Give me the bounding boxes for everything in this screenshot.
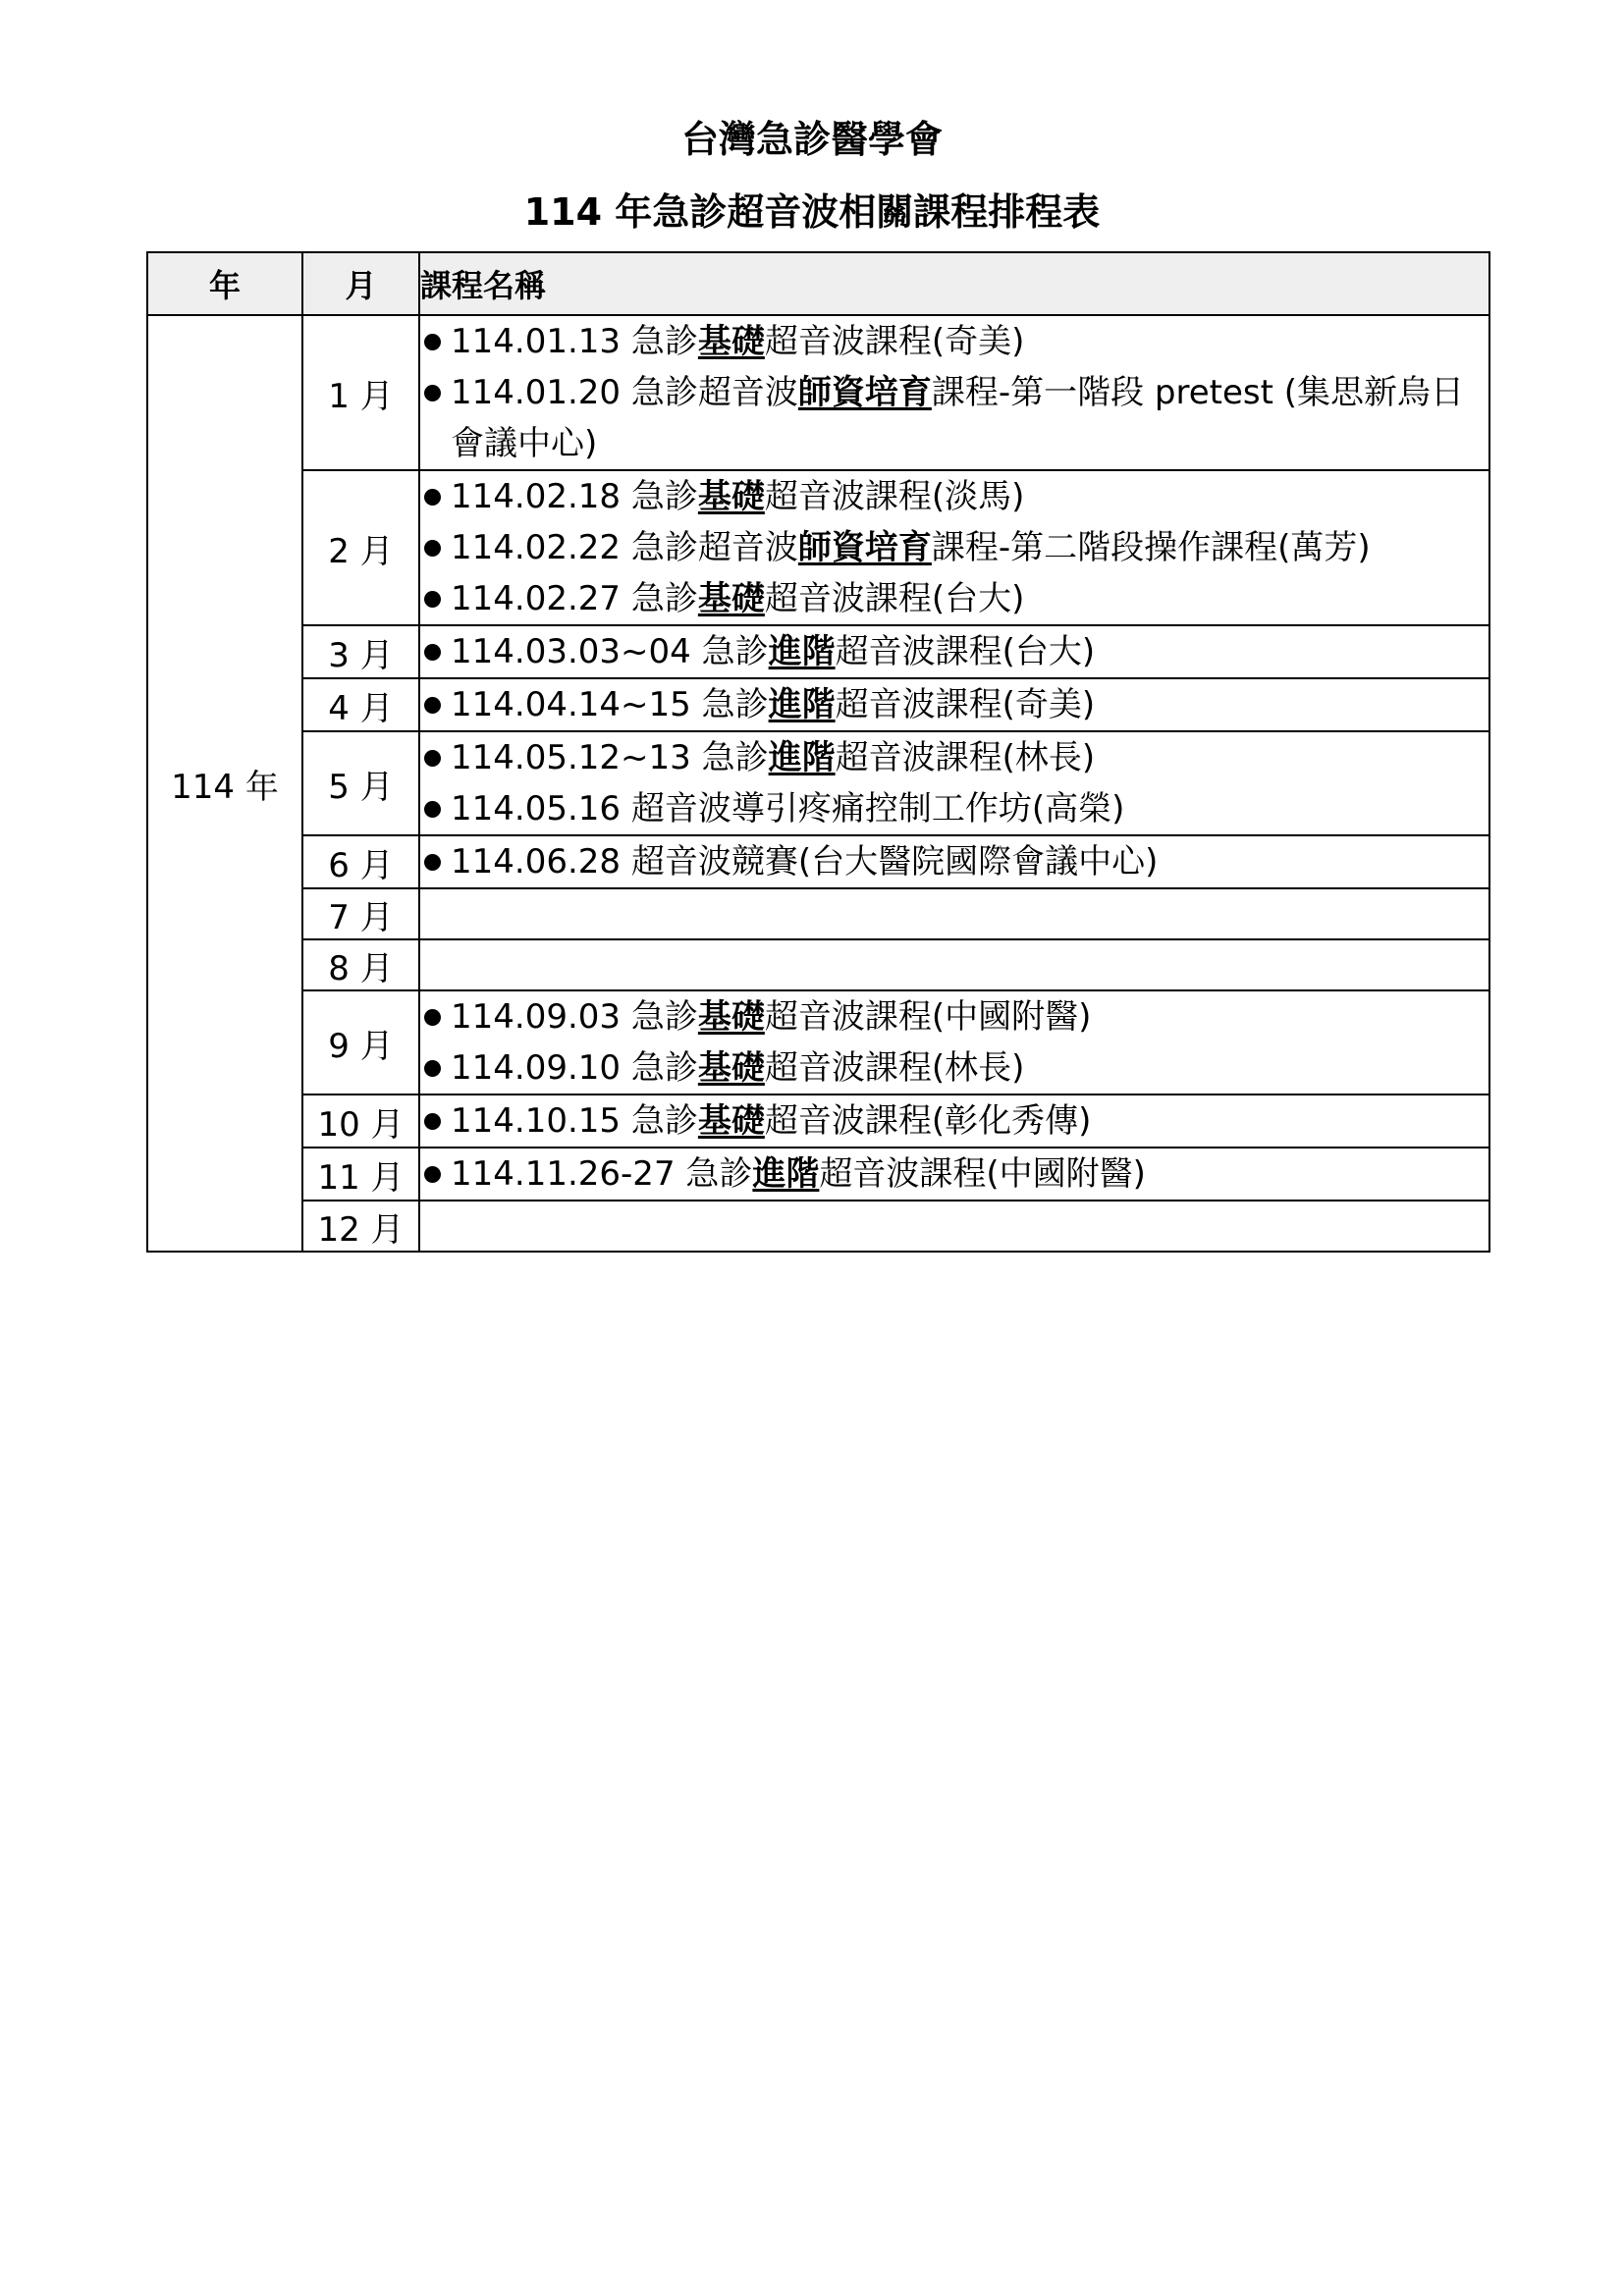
course-suffix: 超音波課程(奇美) xyxy=(835,685,1096,724)
header-month: 月 xyxy=(302,252,419,315)
course-cell xyxy=(419,315,1489,470)
course-suffix: 超音波課程(林長) xyxy=(835,738,1096,777)
bullet-icon xyxy=(424,1166,441,1183)
course-text xyxy=(451,573,1489,624)
month-cell: 8 月 xyxy=(302,939,419,990)
course-suffix: 超音波課程(中國附醫) xyxy=(764,997,1092,1037)
course-prefix: 114.01.20 急診超音波 xyxy=(451,373,798,412)
header-course-name: 課程名稱 xyxy=(419,252,1489,315)
course-prefix: 114.05.16 超音波導引疼痛控制工作坊(高榮) xyxy=(451,789,1125,828)
course-cell xyxy=(419,888,1489,939)
course-cell xyxy=(419,1201,1489,1252)
course-item xyxy=(420,626,1489,677)
month-cell: 4 月 xyxy=(302,678,419,731)
empty-course-slot xyxy=(420,889,1489,938)
month-row xyxy=(147,678,1489,731)
course-text xyxy=(451,1148,1489,1200)
month-cell: 10 月 xyxy=(302,1095,419,1148)
course-item xyxy=(420,367,1489,469)
course-suffix: 超音波課程(奇美) xyxy=(764,322,1025,361)
month-cell: 1 月 xyxy=(302,315,419,470)
course-text xyxy=(451,1042,1489,1094)
year-cell: 114 年 xyxy=(147,315,302,1252)
course-level-keyword: 進階 xyxy=(768,632,836,671)
course-prefix: 114.01.13 急診 xyxy=(451,322,698,361)
course-cell xyxy=(419,470,1489,625)
course-prefix: 114.05.12~13 急診 xyxy=(451,738,769,777)
month-cell: 3 月 xyxy=(302,625,419,678)
month-cell: 2 月 xyxy=(302,470,419,625)
course-level-keyword: 基礎 xyxy=(697,1101,765,1141)
course-prefix: 114.09.03 急診 xyxy=(451,997,698,1037)
course-suffix: 超音波課程(中國附醫) xyxy=(819,1154,1146,1194)
course-item xyxy=(420,573,1489,624)
bullet-icon xyxy=(424,591,441,608)
course-item xyxy=(420,991,1489,1042)
month-row xyxy=(147,835,1489,888)
course-prefix: 114.06.28 超音波競賽(台大醫院國際會議中心) xyxy=(451,842,1159,881)
course-item xyxy=(420,732,1489,783)
course-prefix: 114.02.22 急診超音波 xyxy=(451,528,798,567)
month-cell: 12 月 xyxy=(302,1201,419,1252)
course-suffix: 超音波課程(台大) xyxy=(835,632,1096,671)
course-item xyxy=(420,1148,1489,1200)
month-cell: 5 月 xyxy=(302,731,419,835)
course-prefix: 114.03.03~04 急診 xyxy=(451,632,769,671)
course-text xyxy=(451,836,1489,887)
course-item xyxy=(420,679,1489,730)
course-prefix: 114.02.18 急診 xyxy=(451,477,698,516)
bullet-icon xyxy=(424,1009,441,1026)
course-level-keyword: 師資培育 xyxy=(797,373,932,412)
course-level-keyword: 師資培育 xyxy=(797,528,932,567)
course-text xyxy=(451,626,1489,677)
course-level-keyword: 基礎 xyxy=(697,579,765,618)
course-schedule-table xyxy=(146,251,1490,1253)
course-item xyxy=(420,471,1489,522)
course-cell xyxy=(419,990,1489,1095)
course-suffix: 超音波課程(淡馬) xyxy=(764,477,1025,516)
month-cell: 11 月 xyxy=(302,1148,419,1201)
header-row xyxy=(147,252,1489,315)
empty-course-slot xyxy=(420,940,1489,989)
course-prefix: 114.11.26-27 急診 xyxy=(451,1154,753,1194)
course-cell xyxy=(419,731,1489,835)
course-text xyxy=(451,367,1489,469)
course-text xyxy=(451,471,1489,522)
course-suffix: 超音波課程(彰化秀傳) xyxy=(764,1101,1092,1141)
month-row xyxy=(147,731,1489,835)
month-cell: 6 月 xyxy=(302,835,419,888)
bullet-icon xyxy=(424,540,441,557)
header-year: 年 xyxy=(147,252,302,315)
bullet-icon xyxy=(424,385,441,401)
course-level-keyword: 基礎 xyxy=(697,477,765,516)
course-level-keyword: 進階 xyxy=(768,685,836,724)
month-row xyxy=(147,1201,1489,1252)
bullet-icon xyxy=(424,489,441,506)
month-row xyxy=(147,470,1489,625)
month-row xyxy=(147,625,1489,678)
course-cell xyxy=(419,835,1489,888)
course-prefix: 114.04.14~15 急診 xyxy=(451,685,769,724)
course-cell xyxy=(419,939,1489,990)
month-row xyxy=(147,1148,1489,1201)
course-level-keyword: 進階 xyxy=(768,738,836,777)
bullet-icon xyxy=(424,801,441,818)
course-item xyxy=(420,316,1489,367)
bullet-icon xyxy=(424,334,441,350)
course-text xyxy=(451,783,1489,834)
course-level-keyword: 基礎 xyxy=(697,1048,765,1088)
course-suffix: 超音波課程(台大) xyxy=(764,579,1025,618)
bullet-icon xyxy=(424,854,441,871)
schedule-body xyxy=(147,315,1489,1252)
course-prefix: 114.09.10 急診 xyxy=(451,1048,698,1088)
course-item xyxy=(420,1095,1489,1147)
course-text xyxy=(451,1095,1489,1147)
month-row xyxy=(147,888,1489,939)
organization-title: 台灣急診醫學會 xyxy=(680,118,943,161)
bullet-icon xyxy=(424,697,441,714)
course-suffix: 課程-第一階段 pretest (集思新烏日會議中心) xyxy=(451,373,1465,463)
course-item xyxy=(420,836,1489,887)
course-item xyxy=(420,783,1489,834)
course-text xyxy=(451,522,1489,573)
bullet-icon xyxy=(424,644,441,661)
month-row xyxy=(147,939,1489,990)
course-prefix: 114.02.27 急診 xyxy=(451,579,698,618)
course-prefix: 114.10.15 急診 xyxy=(451,1101,698,1141)
course-text xyxy=(451,732,1489,783)
course-level-keyword: 基礎 xyxy=(697,322,765,361)
course-item xyxy=(420,522,1489,573)
course-cell xyxy=(419,1095,1489,1148)
course-text xyxy=(451,679,1489,730)
document-title: 114 年急診超音波相關課程排程表 xyxy=(523,190,1101,234)
course-text xyxy=(451,991,1489,1042)
month-cell: 7 月 xyxy=(302,888,419,939)
course-level-keyword: 基礎 xyxy=(697,997,765,1037)
month-row xyxy=(147,315,1489,470)
course-cell xyxy=(419,625,1489,678)
course-cell xyxy=(419,678,1489,731)
bullet-icon xyxy=(424,1060,441,1077)
course-item xyxy=(420,1042,1489,1094)
month-row xyxy=(147,990,1489,1095)
bullet-icon xyxy=(424,1113,441,1130)
course-suffix: 超音波課程(林長) xyxy=(764,1048,1025,1088)
course-suffix: 課程-第二階段操作課程(萬芳) xyxy=(931,528,1371,567)
course-text xyxy=(451,316,1489,367)
month-cell: 9 月 xyxy=(302,990,419,1095)
month-row xyxy=(147,1095,1489,1148)
empty-course-slot xyxy=(420,1201,1489,1251)
bullet-icon xyxy=(424,750,441,767)
course-level-keyword: 進階 xyxy=(752,1154,820,1194)
course-cell xyxy=(419,1148,1489,1201)
